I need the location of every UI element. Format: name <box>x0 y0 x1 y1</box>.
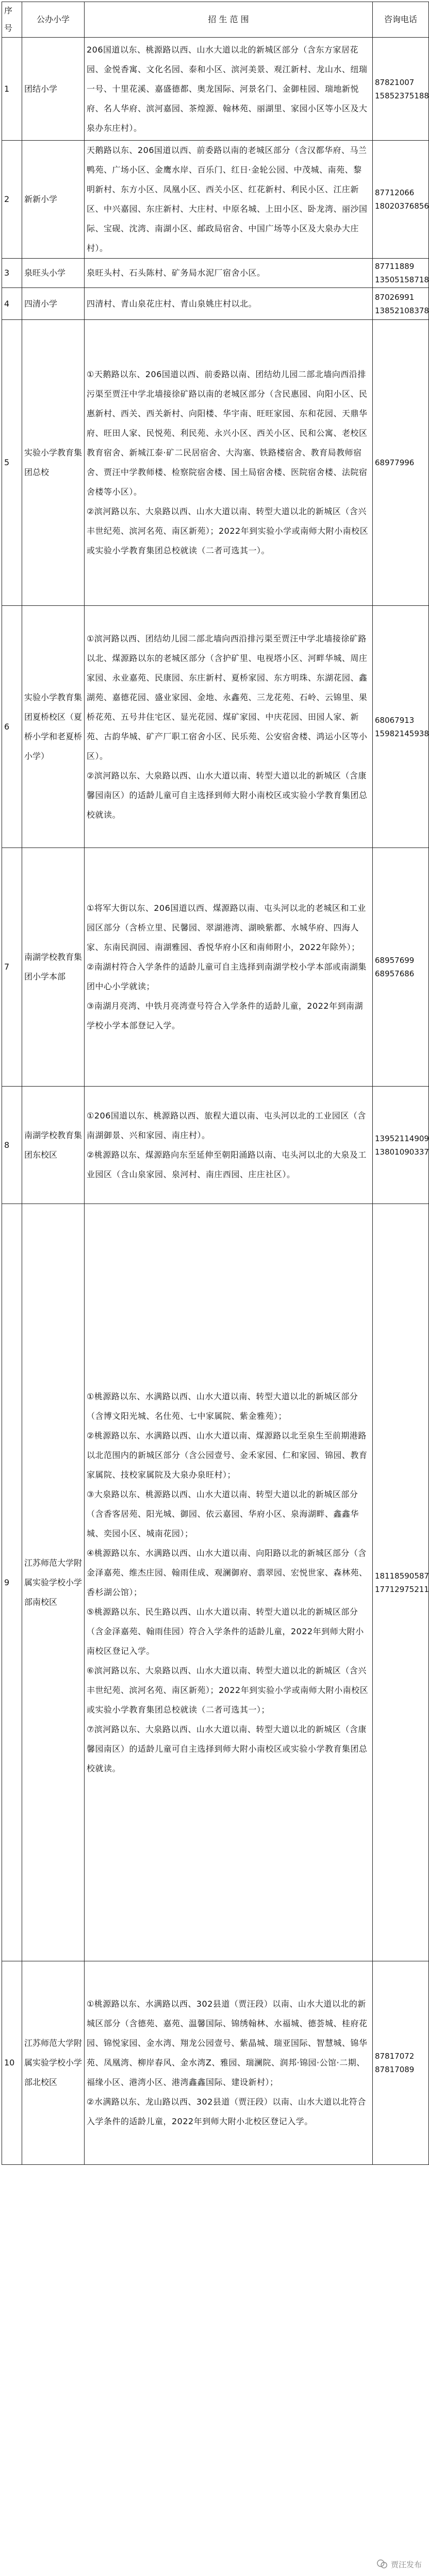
row-number: 9 <box>2 1204 22 1961</box>
header-range: 招 生 范 围 <box>85 2 373 38</box>
range-paragraph: ②滨河路以东、大泉路以西、山水大道以南、转型大道以北的新城区（含兴丰世纪苑、滨河名苑、南区新苑）；2022年到实验小学或南师大附小南校区或实验小学教育集团总校就读（二者可选其一）。 <box>87 506 369 555</box>
table-row <box>2 141 429 259</box>
phone-number: 68957686 <box>375 969 415 978</box>
watermark-text: 贾汪发布 <box>390 2560 422 2569</box>
phone-number: 13801090337 <box>375 1147 429 1157</box>
range-paragraph: ②水满路以东、龙山路以西、302县道（贾汪段）以南、山水大道以北符合入学条件的适龄儿童，2022年到师大附小北校区登记入学。 <box>87 2097 366 2126</box>
phone-cell <box>373 38 429 141</box>
range-paragraph: ③南湖月亮湾、中铁月亮湾壹号符合入学条件的适龄儿童，2022年到南湖学校小学本部登记入学。 <box>87 1001 364 1030</box>
phone-cell <box>373 259 429 288</box>
enrollment-range <box>85 288 373 320</box>
school-name: 四清小学 <box>22 288 85 320</box>
range-paragraph: ①将军大街以东、206国道以西、煤源路以南、屯头河以北的老城区和工业园区部分（含桥立里、民馨园、翠湖港湾、湖映紫都、水城华府、四海人家、东南民润园、南湖雅园、香悦华府小区和南师附小，2022年除外）； <box>87 903 366 952</box>
enrollment-range <box>85 606 373 848</box>
header-school: 公办小学 <box>22 2 85 38</box>
row-number: 7 <box>2 848 22 1087</box>
table-row <box>2 288 429 320</box>
enrollment-range <box>85 38 373 141</box>
range-paragraph: ①桃源路以东、水满路以西、山水大道以南、转型大道以北的新城区部分（含博文阳光城、名仕苑、七中家属院、紫金雅苑）； <box>87 1391 358 1421</box>
range-paragraph: ②滨河路以东、大泉路以西、山水大道以南、转型大道以北的新城区（含康馨园南区）的适龄儿童可自主选择到师大附小南校区或实验小学教育集团总校就读。 <box>87 770 368 820</box>
school-name: 泉旺头小学 <box>22 259 85 288</box>
range-paragraph: ⑤桃源路以东、民生路以西、山水大道以南、转型大道以北的新城区部分（含金泽嘉苑、翰雨佳园）符合入学条件的适龄儿童，2022年到师大附小南校区登记入学。 <box>87 1606 364 1656</box>
enrollment-range <box>85 1961 373 2165</box>
school-name: 江苏师范大学附属实验学校小学部南校区 <box>22 1204 85 1961</box>
range-paragraph: ⑦滨河路以东、大泉路以西、山水大道以南、转型大道以北的新城区（含康馨园南区）的适龄儿童可自主选择到师大附小南校区或实验小学教育集团总校就读。 <box>87 1724 368 1773</box>
phone-number: 87712066 <box>375 188 415 197</box>
range-paragraph: ①滨河路以西、团结幼儿园二部北墙向西沿排污渠至贾汪中学北墙接徐矿路以北、煤源路以东的老城区部分（含护矿里、电视塔小区、河畔华城、周庄家园、永业嘉苑、民康园、东庄新村、夏桥家园、东方明珠、东湖花园、鑫湖苑、嘉德花园、盛业家园、金地、永鑫苑、三龙花苑、石岭、云锦里、果桥花苑、五号井住宅区、显光花园、煤矿家园、中庆花园、田园人家、新苑、古韵华城、矿产厂职工宿舍小区、民乐苑、公安宿舍楼、鸿运小区等小区）。 <box>87 633 368 761</box>
phone-number: 13505158718 <box>375 275 429 284</box>
phone-number: 68067913 <box>375 715 415 725</box>
enrollment-table-container <box>2 2 429 2576</box>
school-name: 团结小学 <box>22 38 85 141</box>
phone-number: 15982145938 <box>375 728 429 738</box>
table-row <box>2 38 429 141</box>
row-number: 4 <box>2 288 22 320</box>
school-name: 实验小学教育集团夏桥校区（夏桥小学和老夏桥小学） <box>22 606 85 848</box>
phone-number: 15852375188 <box>375 91 429 100</box>
header-phone: 咨询电话 <box>373 2 429 38</box>
table-row <box>2 259 429 288</box>
header-number: 序号 <box>2 2 22 38</box>
phone-number: 87821007 <box>375 77 415 87</box>
enrollment-table <box>2 2 429 2165</box>
phone-cell <box>373 606 429 848</box>
row-number: 6 <box>2 606 22 848</box>
row-number: 2 <box>2 141 22 259</box>
enrollment-range <box>85 259 373 288</box>
phone-cell <box>373 141 429 259</box>
range-paragraph: ③大泉路以东、桃源路以西、山水大道以南、转型大道以北的新城区部分（含香客居苑、阳光城、御园、依云嘉园、华府小区、泉海湖畔、鑫鑫华城、奕园小区、城南花园）； <box>87 1489 359 1538</box>
range-paragraph: ①天鹅路以东、206国道以西、前委路以南、团结幼儿园二部北墙向西沿排污渠至贾汪中学北墙接徐矿路以南的老城区部分（含民惠园、向阳小区、民惠新村、西关、西关新村、向阳楼、华宇南、旺旺家园、东和花园、天鼎华府、旺田人家、民悦苑、利民苑、永兴小区、西关小区、民和公寓、老校区教育宿舍、新城江泰·矿二民居宿舍、大沟塞、铁路楼宿舍、教育局教师宿舍、贾汪中学教师楼、检察院宿舍楼、国土局宿舍楼、医院宿舍楼、法院宿舍楼等小区）。 <box>87 369 368 497</box>
row-number: 5 <box>2 320 22 606</box>
table-body <box>2 38 429 2165</box>
enrollment-range <box>85 320 373 606</box>
phone-number: 87817089 <box>375 2065 415 2074</box>
range-paragraph: ⑥滨河路以东、大泉路以西、山水大道以南、转型大道以北的新城区（含兴丰世纪苑、滨河名苑、南区新苑）；2022年到实验小学或南师大附小南校区或实验小学教育集团总校就读（二者可选其一）； <box>87 1665 369 1715</box>
range-paragraph: ②桃源路以东、水满路以西、山水大道以南、煤源路以北至泉生至前期港路以北范围内的新城区部分（含公园壹号、金禾家园、仁和家园、锦园、教育家属院、技校家属院及大泉办泉旺村）； <box>87 1430 368 1480</box>
enrollment-range <box>85 848 373 1087</box>
table-row <box>2 1087 429 1204</box>
phone-number: 68977996 <box>375 458 415 467</box>
table-row <box>2 320 429 606</box>
range-paragraph: ②南湖村符合入学条件的适龄儿童可自主选择到南湖学校小学本部或南湖集团中心小学就读； <box>87 962 367 991</box>
phone-number: 87711889 <box>375 262 415 271</box>
range-paragraph: 206国道以东、桃源路以西、山水大道以北的新城区部分（含东方家居花园、金悦香寓、文化名园、泰和小区、滨河美景、观江新村、龙山水、纽瑞一号、十里花溪、嘉盛德都、奥龙国际、河景名门、金御桂园、瑞地新悦府、名人华府、滨河嘉园、茶煌源、翰林苑、丽湖里、家园小区等小区及大泉办东庄村）。 <box>87 44 368 133</box>
enrollment-range <box>85 1087 373 1204</box>
phone-number: 17712975211 <box>375 1584 429 1594</box>
phone-cell <box>373 1961 429 2165</box>
school-name: 南湖学校教育集团东校区 <box>22 1087 85 1204</box>
range-paragraph: ①206国道以东、桃源路以西、旅程大道以南、屯头河以北的工业园区（含南湖御景、兴和家园、南庄村）。 <box>87 1110 366 1140</box>
school-name: 实验小学教育集团总校 <box>22 320 85 606</box>
watermark <box>376 2558 422 2570</box>
chat-bubble-icon <box>376 2558 388 2570</box>
table-row <box>2 1204 429 1961</box>
phone-cell <box>373 288 429 320</box>
range-paragraph: ①桃源路以东、水满路以西、302县道（贾汪段）以南、山水大道以北的新城区部分（含德苑、嘉苑、温馨国际、锦绣翰林、水福城、德荟城、桂府花园、锦悦家园、金水湾、翔龙公园壹号、紫晶城、瑞亚国际、智慧城、锦华苑、凤凰湾、柳岸春风、金水湾Z、雅园、瑞澜院、润邦·锦园·公馆·二期、福缘小区、港湾小区、港湾鑫鑫国际、建设新村）； <box>87 1999 368 2087</box>
enrollment-range <box>85 1204 373 1961</box>
row-number: 8 <box>2 1087 22 1204</box>
phone-cell <box>373 1087 429 1204</box>
row-number: 10 <box>2 1961 22 2165</box>
table-row <box>2 848 429 1087</box>
school-name: 新新小学 <box>22 141 85 259</box>
table-row <box>2 606 429 848</box>
table-row <box>2 1961 429 2165</box>
phone-number: 87026991 <box>375 292 415 302</box>
phone-number: 13852108378 <box>375 306 429 315</box>
school-name: 南湖学校教育集团小学本部 <box>22 848 85 1087</box>
phone-cell <box>373 1204 429 1961</box>
table-header-row <box>2 2 429 38</box>
row-number: 3 <box>2 259 22 288</box>
range-paragraph: 四清村、青山泉花庄村、青山泉姚庄村以北。 <box>87 298 257 309</box>
enrollment-range <box>85 141 373 259</box>
phone-number: 13952114909 <box>375 1133 429 1143</box>
range-paragraph: ④桃源路以东、水满路以西、山水大道以南、向阳路以北的新城区部分（含金泽嘉苑、维杰庄园、翰雨佳成、观澜御府、翡翠园、宏悦世家、森林苑、香杉湖公馆）； <box>87 1548 368 1597</box>
range-paragraph: ②桃源路以东、煤源路向东至延伸至朝阳涌路以南、屯头河以北的大泉及工业园区（含山泉家园、泉河村、南庄西园、庄庄社区）。 <box>87 1149 367 1179</box>
school-name: 江苏师范大学附属实验学校小学部北校区 <box>22 1961 85 2165</box>
phone-number: 18020376856 <box>375 201 429 211</box>
range-paragraph: 天鹅路以东、206国道以西、前委路以南的老城区部分（含汉都华府、马兰鸭苑、广场小区、金鹰水岸、百乐门、红日·金轮公园、中茂城、南苑、黎明新村、东方小区、凤凰小区、西关小区、红花新村、利民小区、江庄新区、中兴嘉园、东庄新村、大庄村、中原名城、上田小区、卧龙湾、丽沙国际、宝砚、沈湾、南湖小区、邮政局宿舍、中国广场等小区及大泉办大庄村）。 <box>87 145 368 253</box>
phone-cell <box>373 320 429 606</box>
phone-number: 68957699 <box>375 956 415 965</box>
phone-number: 18118590587 <box>375 1571 429 1581</box>
row-number: 1 <box>2 38 22 141</box>
range-paragraph: 泉旺头村、石头陈村、矿务局水泥厂宿舍小区。 <box>87 268 266 278</box>
phone-cell <box>373 848 429 1087</box>
phone-number: 87817072 <box>375 2052 415 2061</box>
